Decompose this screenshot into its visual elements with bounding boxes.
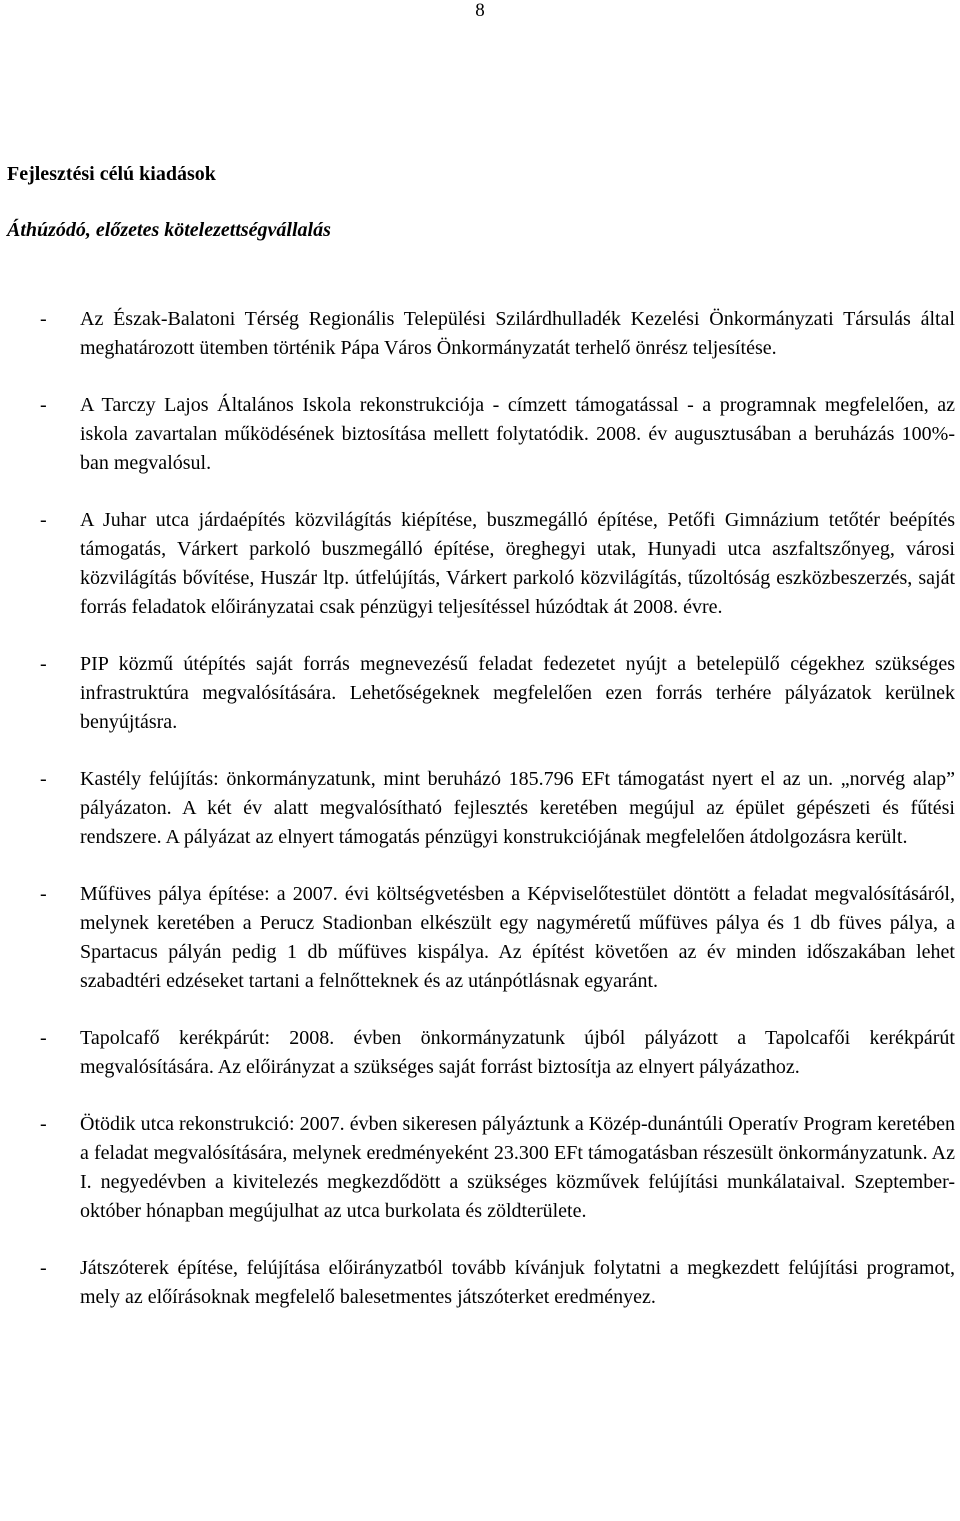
bullet-dash: - — [40, 308, 47, 330]
item-text: Az Észak-Balatoni Térség Regionális Települési Szilárdhulladék Kezelési Önkormányzati Társulás által meghatározott ütemben történik Pápa Város Önkormányzatát terhelő önrész teljesítése. — [80, 308, 955, 359]
list-item — [40, 1254, 955, 1312]
bullet-dash: - — [40, 1257, 47, 1279]
item-text: PIP közmű útépítés saját forrás megnevezésű feladat fedezetet nyújt a betelepülő cégekhez szükséges infrastruktúra megvalósítására. Lehetőségeknek megfelelően ezen forrás terhére pályázatok kerülnek benyújtásra. — [80, 653, 955, 733]
bullet-dash: - — [40, 883, 47, 905]
item-text: A Juhar utca járdaépítés közvilágítás kiépítése, buszmegálló építése, Petőfi Gimnázium tetőtér beépítés támogatás, Várkert parkoló buszmegálló építése, öreghegyi utak, Hunyadi utca aszfaltszőnyeg, városi közvilágítás bővítése, Huszár ltp. útfelújítás, Várkert parkoló közvilágítás, tűzoltóság eszközbeszerzés, saját forrás feladatok előirányzatai csak pénzügyi teljesítéssel húzódtak át 2008. évre. — [80, 509, 955, 618]
list-item — [40, 305, 955, 363]
item-text: Ötödik utca rekonstrukció: 2007. évben sikeresen pályáztunk a Közép-dunántúli Operatív Program keretében a feladat megvalósítására, melynek eredményeként 23.300 EFt támogatásban részesült önkormányzatunk. Az I. negyedévben a kivitelezés megkezdődött a szükséges közművek felújítási munkálataival. Szeptember-október hónapban megújulhat az utca burkolata és zöldterülete. — [80, 1113, 955, 1222]
list-item — [40, 1110, 955, 1226]
bullet-dash: - — [40, 768, 47, 790]
item-text: Tapolcafő kerékpárút: 2008. évben önkormányzatunk újból pályázott a Tapolcafői kerékpárút megvalósítására. Az előirányzat a szükséges saját forrást biztosítja az elnyert pályázathoz. — [80, 1027, 955, 1078]
section-title: Fejlesztési célú kiadások — [7, 163, 216, 185]
subsection-title: Áthúzódó, előzetes kötelezettségvállalás — [7, 219, 331, 241]
bullet-dash: - — [40, 394, 47, 416]
list-item — [40, 1024, 955, 1082]
item-list — [40, 305, 955, 1340]
item-text: Kastély felújítás: önkormányzatunk, mint beruházó 185.796 EFt támogatást nyert el az un. „norvég alap” pályázaton. A két év alatt megvalósítható fejlesztés keretében megújul az épület gépészeti és fűtési rendszere. A pályázat az elnyert támogatás pénzügyi konstrukciójának megfelelően átdolgozásra került. — [80, 768, 955, 848]
item-text: Műfüves pálya építése: a 2007. évi költségvetésben a Képviselőtestület döntött a feladat megvalósításáról, melynek keretében a Perucz Stadionban elkészült egy nagyméretű műfüves pálya és 1 db füves pálya, a Spartacus pályán pedig 1 db műfüves kispálya. Az építést követően az év minden időszakában lehet szabadtéri edzéseket tartani a felnőtteknek és az utánpótlásnak egyaránt. — [80, 883, 955, 992]
list-item — [40, 650, 955, 737]
list-item — [40, 880, 955, 996]
item-text: A Tarczy Lajos Általános Iskola rekonstrukciója - címzett támogatással - a programnak megfelelően, az iskola zavartalan működésének biztosítása mellett folytatódik. 2008. év augusztusában a beruházás 100%-ban megvalósul. — [80, 394, 955, 474]
list-item — [40, 391, 955, 478]
bullet-dash: - — [40, 653, 47, 675]
page-number: 8 — [475, 0, 485, 21]
bullet-dash: - — [40, 1027, 47, 1049]
bullet-dash: - — [40, 1113, 47, 1135]
list-item — [40, 765, 955, 852]
bullet-dash: - — [40, 509, 47, 531]
list-item — [40, 506, 955, 622]
item-text: Játszóterek építése, felújítása előirányzatból tovább kívánjuk folytatni a megkezdett felújítási programot, mely az előírásoknak megfelelő balesetmentes játszóterket eredményez. — [80, 1257, 955, 1308]
